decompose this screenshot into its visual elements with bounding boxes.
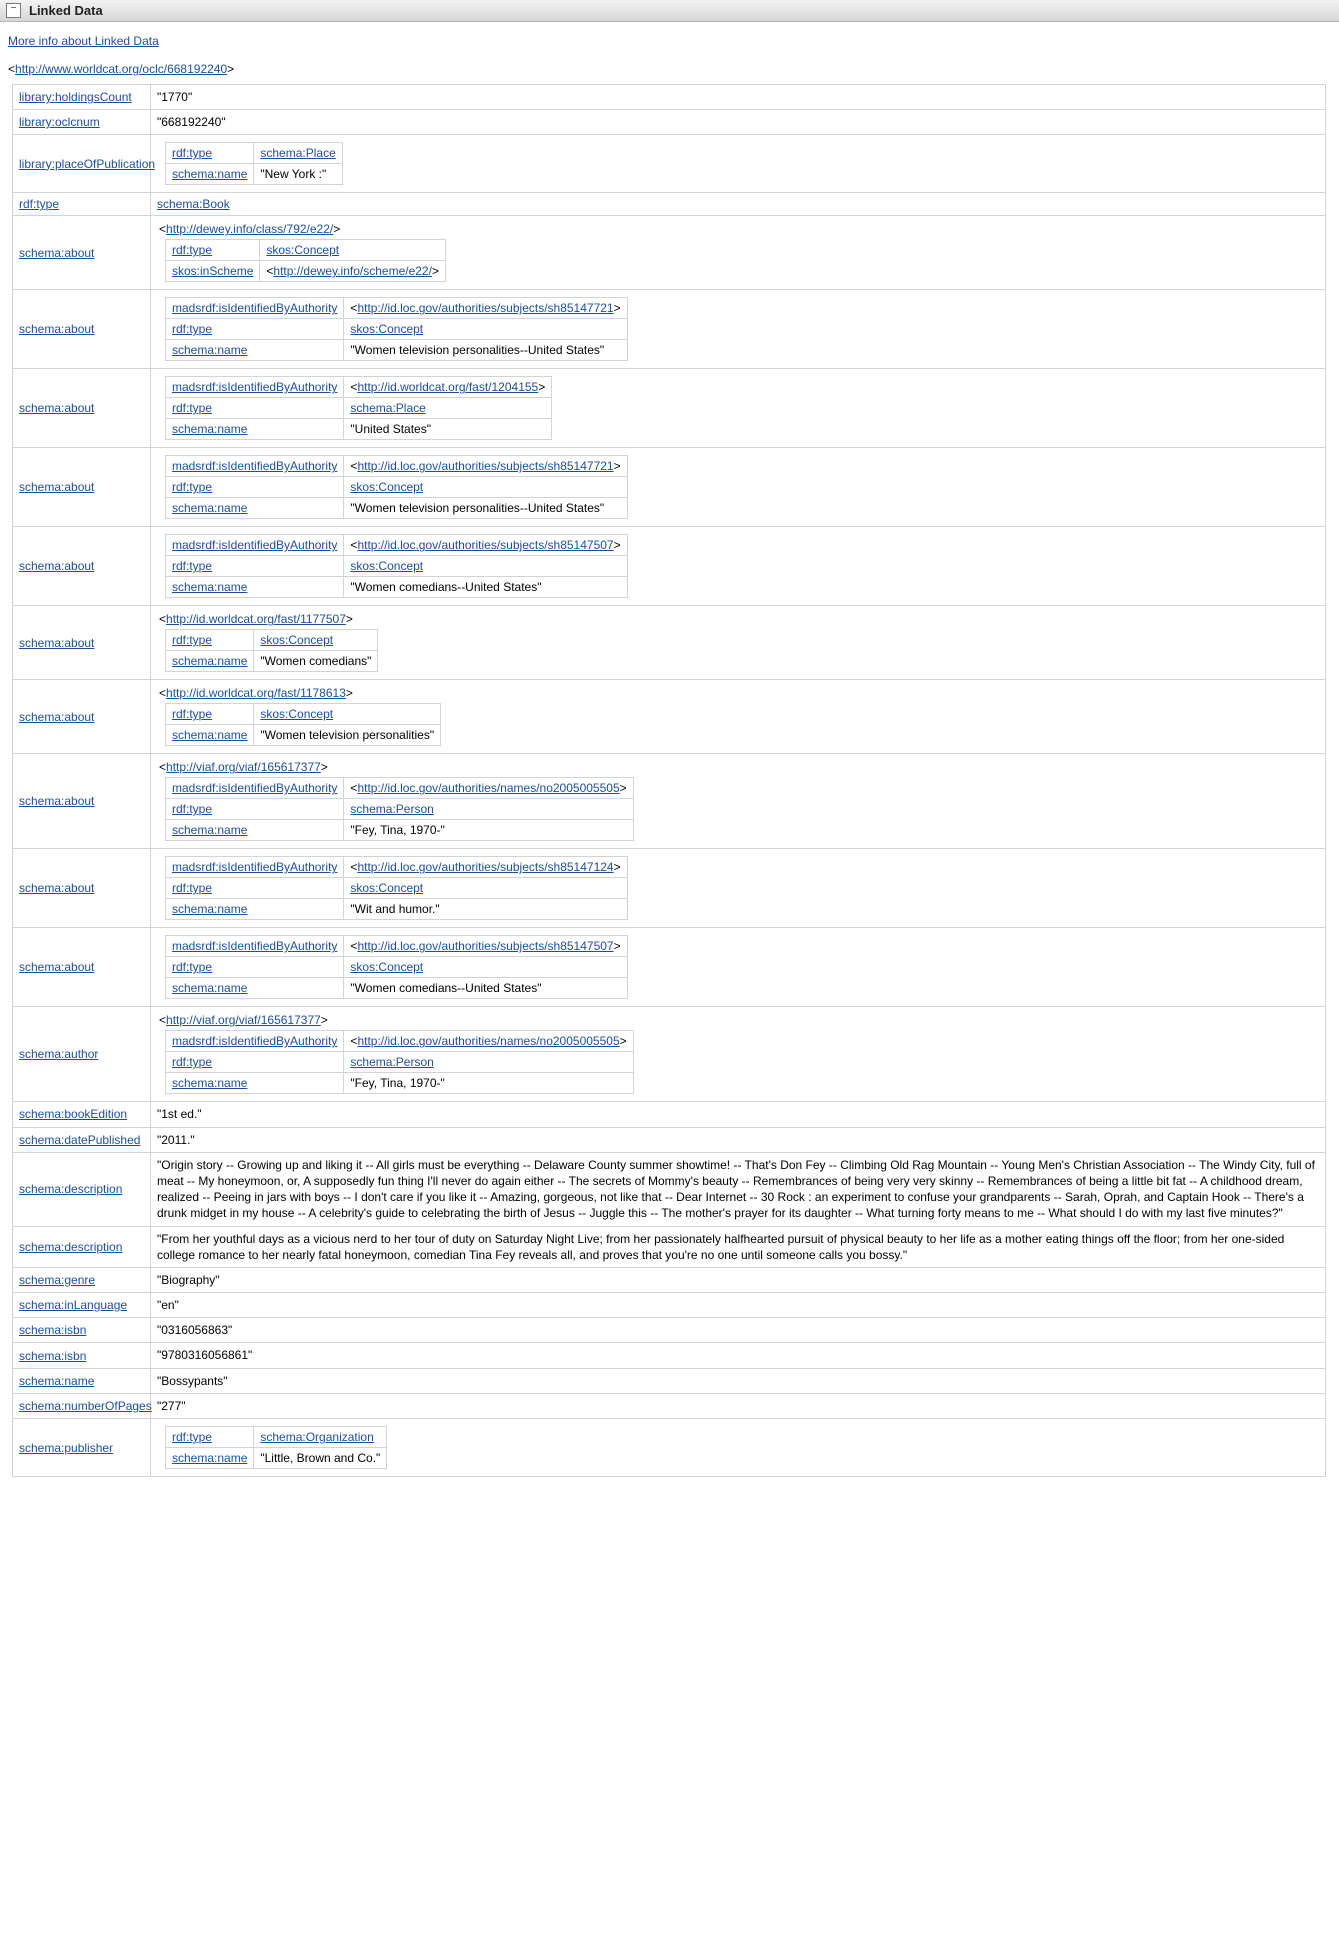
table-row	[13, 135, 1326, 193]
nested-property-table	[165, 534, 628, 598]
nested-object-link[interactable]: http://id.loc.gov/authorities/names/no2005005505	[357, 781, 620, 796]
predicate-cell	[13, 1318, 151, 1343]
nested-predicate-link[interactable]: rdf:type	[172, 243, 213, 258]
object-cell: "From her youthful days as a vicious nerd to her tour of duty on Saturday Night Live; from her passionately halfhearted pursuit of physical beauty to her life as a mother eating things off the floor; from her one-sided college romance to her nearly fatal honeymoon, comedian Tina Fey reveals all, and proves that you're no one until someone calls you bossy."	[151, 1226, 1326, 1267]
nested-object-link[interactable]: skos:Concept	[350, 881, 424, 896]
nested-predicate-cell	[166, 456, 344, 477]
nested-predicate-cell	[166, 1073, 344, 1094]
nested-predicate-link[interactable]: madsrdf:isIdentifiedByAuthority	[172, 538, 338, 553]
collapse-toggle-icon[interactable]: −	[6, 3, 21, 18]
nested-predicate-link[interactable]: rdf:type	[172, 1055, 213, 1070]
predicate-link[interactable]: schema:about	[19, 960, 95, 975]
object-cell	[151, 369, 1326, 448]
nested-object-link[interactable]: http://id.loc.gov/authorities/names/no2005005505	[357, 1034, 620, 1049]
table-row	[13, 110, 1326, 135]
nested-predicate-cell	[166, 704, 254, 725]
nested-object-cell	[344, 398, 552, 419]
nested-object-cell: "Women comedians--United States"	[344, 978, 627, 999]
object-cell	[151, 527, 1326, 606]
nested-table-row	[166, 398, 552, 419]
object-cell: "en"	[151, 1293, 1326, 1318]
nested-predicate-cell	[166, 240, 260, 261]
linked-data-header	[0, 0, 1339, 22]
nested-predicate-cell	[166, 261, 260, 282]
nested-table-row	[166, 1052, 634, 1073]
nested-object-cell: "Women comedians--United States"	[344, 577, 627, 598]
nested-property-table	[165, 935, 628, 999]
nested-table-row	[166, 556, 628, 577]
table-row	[13, 369, 1326, 448]
more-info-section	[0, 22, 1339, 48]
nested-predicate-cell	[166, 957, 344, 978]
nested-object-cell: "Fey, Tina, 1970-"	[344, 820, 633, 841]
predicate-link[interactable]: schema:isbn	[19, 1323, 87, 1338]
nested-predicate-cell	[166, 978, 344, 999]
nested-subject-uri: <http://id.worldcat.org/fast/1177507>	[159, 612, 353, 627]
nested-subject-uri-link[interactable]: http://dewey.info/class/792/e22/	[166, 222, 334, 237]
predicate-cell	[13, 1007, 151, 1102]
predicate-cell	[13, 110, 151, 135]
nested-object-link[interactable]: skos:Concept	[266, 243, 340, 258]
nested-object-cell: "Women television personalities"	[254, 725, 441, 746]
nested-predicate-cell	[166, 340, 344, 361]
nested-predicate-link[interactable]: madsrdf:isIdentifiedByAuthority	[172, 781, 338, 796]
table-row	[13, 1152, 1326, 1226]
table-row	[13, 1007, 1326, 1102]
nested-predicate-link[interactable]: rdf:type	[172, 146, 213, 161]
nested-predicate-cell	[166, 857, 344, 878]
nested-predicate-link[interactable]: schema:name	[172, 654, 248, 669]
nested-predicate-cell	[166, 725, 254, 746]
predicate-link[interactable]: library:holdingsCount	[19, 90, 132, 105]
nested-property-table	[165, 856, 628, 920]
nested-predicate-link[interactable]: schema:name	[172, 167, 248, 182]
object-cell: "2011."	[151, 1127, 1326, 1152]
nested-property-table	[165, 703, 441, 746]
nested-table-row	[166, 1073, 634, 1094]
object-cell	[151, 754, 1326, 849]
table-row	[13, 1127, 1326, 1152]
object-cell: "277"	[151, 1393, 1326, 1418]
nested-predicate-link[interactable]: schema:name	[172, 343, 248, 358]
nested-object-link[interactable]: schema:Place	[260, 146, 336, 161]
nested-predicate-link[interactable]: rdf:type	[172, 802, 213, 817]
nested-table-row	[166, 456, 628, 477]
predicate-cell	[13, 135, 156, 193]
nested-object-link[interactable]: schema:Organization	[260, 1430, 374, 1444]
nested-object-link[interactable]: skos:Concept	[260, 707, 334, 722]
nested-object-link[interactable]: skos:Concept	[350, 480, 424, 495]
predicate-cell	[13, 85, 151, 110]
nested-predicate-link[interactable]: rdf:type	[172, 1430, 213, 1444]
predicate-link[interactable]: schema:about	[19, 559, 95, 574]
nested-object-cell	[344, 477, 627, 498]
predicate-link[interactable]: schema:about	[19, 245, 95, 260]
nested-predicate-link[interactable]: rdf:type	[172, 480, 213, 495]
linked-data-table	[12, 84, 1326, 1477]
predicate-link[interactable]: schema:inLanguage	[19, 1298, 128, 1313]
table-row	[13, 606, 1326, 680]
predicate-cell	[13, 527, 151, 606]
nested-object-cell	[254, 630, 378, 651]
nested-predicate-link[interactable]: schema:name	[172, 422, 248, 437]
nested-object-cell: "Wit and humor."	[344, 899, 627, 920]
object-cell	[151, 135, 1326, 193]
predicate-cell	[13, 1226, 151, 1267]
object-cell	[151, 448, 1326, 527]
nested-predicate-link[interactable]: schema:name	[172, 501, 248, 516]
nested-predicate-cell	[166, 1427, 254, 1448]
nested-object-cell: "United States"	[344, 419, 552, 440]
nested-predicate-cell	[166, 1448, 254, 1469]
nested-subject-uri-link[interactable]: http://viaf.org/viaf/165617377	[166, 1013, 321, 1028]
table-row	[13, 85, 1326, 110]
object-cell: "0316056863"	[151, 1318, 1326, 1343]
nested-predicate-link[interactable]: schema:name	[172, 981, 248, 996]
predicate-cell	[13, 606, 151, 680]
nested-table-row	[166, 164, 343, 185]
nested-table-row	[166, 704, 441, 725]
nested-table-row	[166, 419, 552, 440]
nested-predicate-link[interactable]: rdf:type	[172, 707, 213, 722]
predicate-link[interactable]: schema:publisher	[19, 1440, 114, 1455]
nested-object-cell	[344, 957, 627, 978]
nested-subject-uri: <http://viaf.org/viaf/165617377>	[159, 760, 328, 775]
nested-table-row	[166, 936, 628, 957]
predicate-link[interactable]: library:placeOfPublication	[19, 156, 156, 171]
object-cell	[151, 1419, 1326, 1477]
nested-table-row	[166, 319, 628, 340]
predicate-cell	[13, 1419, 151, 1477]
nested-predicate-cell	[166, 419, 344, 440]
nested-object-link[interactable]: http://id.loc.gov/authorities/subjects/sh85147507	[357, 939, 614, 954]
object-cell	[151, 849, 1326, 928]
table-row	[13, 1343, 1326, 1368]
predicate-link[interactable]: schema:about	[19, 322, 95, 337]
nested-predicate-cell	[166, 377, 344, 398]
table-row	[13, 849, 1326, 928]
nested-table-row	[166, 143, 343, 164]
nested-object-cell: <http://dewey.info/scheme/e22/>	[260, 261, 446, 282]
nested-object-cell: "Women television personalities--United States"	[344, 498, 627, 519]
nested-predicate-link[interactable]: schema:name	[172, 902, 248, 917]
nested-property-table	[165, 629, 378, 672]
nested-subject-uri-link[interactable]: http://id.worldcat.org/fast/1178613	[166, 686, 346, 701]
nested-predicate-link[interactable]: madsrdf:isIdentifiedByAuthority	[172, 860, 338, 875]
nested-table-row	[166, 298, 628, 319]
table-row	[13, 216, 1326, 290]
nested-subject-uri-link[interactable]: http://id.worldcat.org/fast/1177507	[166, 612, 346, 627]
predicate-link[interactable]: schema:bookEdition	[19, 1107, 128, 1122]
nested-object-cell: <http://id.loc.gov/authorities/subjects/sh85147507>	[344, 535, 627, 556]
predicate-link[interactable]: schema:genre	[19, 1272, 96, 1287]
predicate-link[interactable]: schema:author	[19, 1047, 99, 1062]
nested-table-row	[166, 957, 628, 978]
nested-table-row	[166, 1448, 387, 1469]
nested-table-row	[166, 498, 628, 519]
page-title: Linked Data	[29, 3, 103, 18]
object-cell: "Bossypants"	[151, 1368, 1326, 1393]
nested-property-table	[165, 1426, 387, 1469]
linked-data-table-body	[13, 85, 1326, 1477]
predicate-link[interactable]: schema:name	[19, 1373, 95, 1388]
predicate-link[interactable]: schema:isbn	[19, 1348, 87, 1363]
predicate-cell	[13, 216, 151, 290]
object-cell: "Origin story -- Growing up and liking it -- All girls must be everything -- Delaware County summer showtime! -- That's Don Fey -- Climbing Old Rag Mountain -- Young Men's Christian Association -- The Windy City, full of meat -- My honeymoon, or, A supposedly fun thing I'll never do again either -- The secrets of Mommy's beauty -- Remembrances of being very very skinny -- Remembrances of being a little bit fat -- A childhood dream, realized -- Peeing in jars with boys -- I don't care if you like it -- Amazing, gorgeous, not like that -- Dear Internet -- 30 Rock : an experiment to confuse your grandparents -- Sarah, Oprah, and Captain Hook -- There's a drunk midget in my house -- A celebrity's guide to celebrating the birth of Jesus -- Juggle this -- The mother's prayer for its daughter -- What turning forty means to me -- What should I do with my last five minutes?"	[151, 1152, 1326, 1226]
object-cell: "9780316056861"	[151, 1343, 1326, 1368]
nested-predicate-cell	[166, 778, 344, 799]
table-row	[13, 754, 1326, 849]
predicate-link[interactable]: rdf:type	[19, 197, 60, 212]
predicate-cell	[13, 1102, 151, 1127]
nested-property-table	[165, 239, 446, 282]
nested-object-link[interactable]: schema:Person	[350, 802, 434, 817]
nested-predicate-link[interactable]: schema:name	[172, 728, 248, 743]
predicate-link[interactable]: schema:description	[19, 1182, 123, 1197]
subject-suffix: >	[227, 62, 235, 76]
nested-predicate-cell	[166, 1052, 344, 1073]
nested-predicate-link[interactable]: rdf:type	[172, 322, 213, 337]
predicate-cell	[13, 1368, 151, 1393]
nested-predicate-cell	[166, 577, 344, 598]
nested-predicate-link[interactable]: schema:name	[172, 1451, 248, 1465]
nested-predicate-link[interactable]: schema:name	[172, 1076, 248, 1091]
nested-object-cell: <http://id.loc.gov/authorities/subjects/sh85147721>	[344, 298, 627, 319]
nested-predicate-cell	[166, 936, 344, 957]
nested-object-link[interactable]: skos:Concept	[350, 322, 424, 337]
nested-property-table	[165, 777, 634, 841]
nested-object-cell: <http://id.loc.gov/authorities/subjects/sh85147721>	[344, 456, 627, 477]
nested-table-row	[166, 820, 634, 841]
table-row	[13, 1267, 1326, 1292]
nested-object-cell: "Women comedians"	[254, 651, 378, 672]
predicate-link[interactable]: schema:about	[19, 635, 95, 650]
nested-predicate-cell	[166, 164, 254, 185]
table-row	[13, 928, 1326, 1007]
predicate-cell	[13, 369, 151, 448]
nested-predicate-link[interactable]: rdf:type	[172, 960, 213, 975]
nested-object-cell: "Fey, Tina, 1970-"	[344, 1073, 633, 1094]
predicate-cell	[13, 1152, 151, 1226]
nested-subject-uri: <http://dewey.info/class/792/e22/>	[159, 222, 341, 237]
predicate-cell	[13, 849, 151, 928]
nested-object-cell	[344, 878, 627, 899]
nested-predicate-link[interactable]: madsrdf:isIdentifiedByAuthority	[172, 1034, 338, 1049]
nested-predicate-cell	[166, 820, 344, 841]
nested-predicate-link[interactable]: schema:name	[172, 823, 248, 838]
nested-object-link[interactable]: http://id.loc.gov/authorities/subjects/sh85147721	[357, 459, 614, 474]
nested-property-table	[165, 142, 343, 185]
nested-object-cell	[344, 799, 633, 820]
nested-predicate-link[interactable]: skos:inScheme	[172, 264, 254, 279]
nested-subject-uri: <http://id.worldcat.org/fast/1178613>	[159, 686, 353, 701]
nested-table-row	[166, 651, 378, 672]
nested-predicate-cell	[166, 630, 254, 651]
predicate-cell	[13, 1343, 151, 1368]
nested-object-cell	[344, 1052, 633, 1073]
nested-predicate-link[interactable]: rdf:type	[172, 401, 213, 416]
nested-predicate-cell	[166, 143, 254, 164]
object-cell: "Biography"	[151, 1267, 1326, 1292]
nested-object-cell	[260, 240, 446, 261]
nested-object-cell	[344, 319, 627, 340]
nested-table-row	[166, 577, 628, 598]
nested-predicate-cell	[166, 1031, 344, 1052]
nested-table-row	[166, 778, 634, 799]
predicate-cell	[13, 1393, 151, 1418]
nested-table-row	[166, 477, 628, 498]
predicate-cell	[13, 1293, 151, 1318]
object-cell: "1st ed."	[151, 1102, 1326, 1127]
nested-object-cell	[254, 704, 441, 725]
table-row	[13, 448, 1326, 527]
object-cell	[151, 193, 1326, 216]
object-cell	[151, 928, 1326, 1007]
nested-table-row	[166, 978, 628, 999]
nested-table-row	[166, 725, 441, 746]
nested-predicate-link[interactable]: schema:name	[172, 580, 248, 595]
table-row	[13, 193, 1326, 216]
nested-property-table	[165, 1030, 634, 1094]
object-cell	[151, 606, 1326, 680]
nested-predicate-cell	[166, 651, 254, 672]
subject-uri-line	[0, 48, 1339, 84]
predicate-cell	[13, 928, 151, 1007]
table-row	[13, 1293, 1326, 1318]
nested-predicate-cell	[166, 535, 344, 556]
more-info-link[interactable]: More info about Linked Data	[8, 34, 159, 48]
predicate-link[interactable]: schema:numberOfPages	[19, 1398, 152, 1413]
nested-subject-uri: <http://viaf.org/viaf/165617377>	[159, 1013, 328, 1028]
nested-object-cell: <http://id.loc.gov/authorities/names/no2005005505>	[344, 778, 633, 799]
table-row	[13, 290, 1326, 369]
predicate-cell	[13, 290, 151, 369]
object-cell	[151, 290, 1326, 369]
predicate-link[interactable]: schema:about	[19, 480, 95, 495]
predicate-cell	[13, 1267, 151, 1292]
nested-predicate-cell	[166, 477, 344, 498]
predicate-link[interactable]: schema:about	[19, 709, 95, 724]
nested-object-link[interactable]: http://id.loc.gov/authorities/subjects/sh85147124	[357, 860, 614, 875]
subject-uri-link[interactable]: http://www.worldcat.org/oclc/668192240	[15, 62, 228, 76]
nested-predicate-cell	[166, 556, 344, 577]
object-cell: "668192240"	[151, 110, 1326, 135]
predicate-link[interactable]: schema:description	[19, 1239, 123, 1254]
predicate-cell	[13, 754, 151, 849]
nested-object-cell: "Little, Brown and Co."	[254, 1448, 387, 1469]
nested-object-cell: <http://id.loc.gov/authorities/names/no2005005505>	[344, 1031, 633, 1052]
nested-predicate-link[interactable]: rdf:type	[172, 559, 213, 574]
nested-table-row	[166, 1427, 387, 1448]
nested-table-row	[166, 1031, 634, 1052]
table-row	[13, 680, 1326, 754]
nested-predicate-link[interactable]: madsrdf:isIdentifiedByAuthority	[172, 459, 338, 474]
nested-table-row	[166, 899, 628, 920]
nested-predicate-link[interactable]: madsrdf:isIdentifiedByAuthority	[172, 380, 338, 395]
nested-object-cell	[254, 143, 342, 164]
nested-property-table	[165, 376, 552, 440]
predicate-cell	[13, 448, 151, 527]
predicate-link[interactable]: schema:about	[19, 794, 95, 809]
nested-predicate-link[interactable]: rdf:type	[172, 881, 213, 896]
table-row	[13, 1318, 1326, 1343]
table-row	[13, 1226, 1326, 1267]
nested-object-link[interactable]: http://id.loc.gov/authorities/subjects/sh85147507	[357, 538, 614, 553]
table-row	[13, 1393, 1326, 1418]
predicate-link[interactable]: schema:datePublished	[19, 1132, 141, 1147]
object-link[interactable]: schema:Book	[157, 197, 230, 212]
table-row	[13, 1368, 1326, 1393]
nested-table-row	[166, 535, 628, 556]
nested-table-row	[166, 799, 634, 820]
predicate-cell	[13, 193, 151, 216]
nested-object-link[interactable]: http://id.loc.gov/authorities/subjects/sh85147721	[357, 301, 614, 316]
subject-prefix: <	[8, 62, 16, 76]
nested-predicate-link[interactable]: madsrdf:isIdentifiedByAuthority	[172, 301, 338, 316]
nested-predicate-cell	[166, 319, 344, 340]
nested-object-cell	[344, 556, 627, 577]
nested-table-row	[166, 857, 628, 878]
nested-property-table	[165, 297, 628, 361]
nested-table-row	[166, 878, 628, 899]
nested-object-link[interactable]: schema:Place	[350, 401, 426, 416]
nested-predicate-cell	[166, 899, 344, 920]
nested-object-link[interactable]: http://id.worldcat.org/fast/1204155	[357, 380, 539, 395]
predicate-cell	[13, 680, 151, 754]
object-cell	[151, 216, 1326, 290]
nested-table-row	[166, 261, 446, 282]
table-row	[13, 527, 1326, 606]
object-cell: "1770"	[151, 85, 1326, 110]
table-row	[13, 1419, 1326, 1477]
nested-object-cell: <http://id.loc.gov/authorities/subjects/sh85147507>	[344, 936, 627, 957]
table-row	[13, 1102, 1326, 1127]
nested-object-link[interactable]: schema:Person	[350, 1055, 434, 1070]
nested-object-link[interactable]: skos:Concept	[260, 633, 334, 648]
nested-object-cell: "New York :"	[254, 164, 342, 185]
nested-table-row	[166, 377, 552, 398]
nested-object-cell: "Women television personalities--United States"	[344, 340, 627, 361]
nested-predicate-link[interactable]: rdf:type	[172, 633, 213, 648]
predicate-link[interactable]: library:oclcnum	[19, 115, 100, 130]
nested-object-link[interactable]: skos:Concept	[350, 559, 424, 574]
nested-predicate-cell	[166, 398, 344, 419]
nested-table-row	[166, 240, 446, 261]
nested-predicate-link[interactable]: madsrdf:isIdentifiedByAuthority	[172, 939, 338, 954]
nested-object-link[interactable]: http://dewey.info/scheme/e22/	[273, 264, 432, 279]
nested-table-row	[166, 630, 378, 651]
predicate-link[interactable]: schema:about	[19, 881, 95, 896]
nested-subject-uri-link[interactable]: http://viaf.org/viaf/165617377	[166, 760, 321, 775]
object-cell	[151, 1007, 1326, 1102]
predicate-cell	[13, 1127, 151, 1152]
object-cell	[151, 680, 1326, 754]
nested-property-table	[165, 455, 628, 519]
nested-predicate-cell	[166, 878, 344, 899]
nested-object-cell	[254, 1427, 387, 1448]
nested-predicate-cell	[166, 298, 344, 319]
nested-object-cell: <http://id.worldcat.org/fast/1204155>	[344, 377, 552, 398]
nested-predicate-cell	[166, 498, 344, 519]
nested-object-cell: <http://id.loc.gov/authorities/subjects/sh85147124>	[344, 857, 627, 878]
nested-table-row	[166, 340, 628, 361]
nested-object-link[interactable]: skos:Concept	[350, 960, 424, 975]
predicate-link[interactable]: schema:about	[19, 401, 95, 416]
nested-predicate-cell	[166, 799, 344, 820]
